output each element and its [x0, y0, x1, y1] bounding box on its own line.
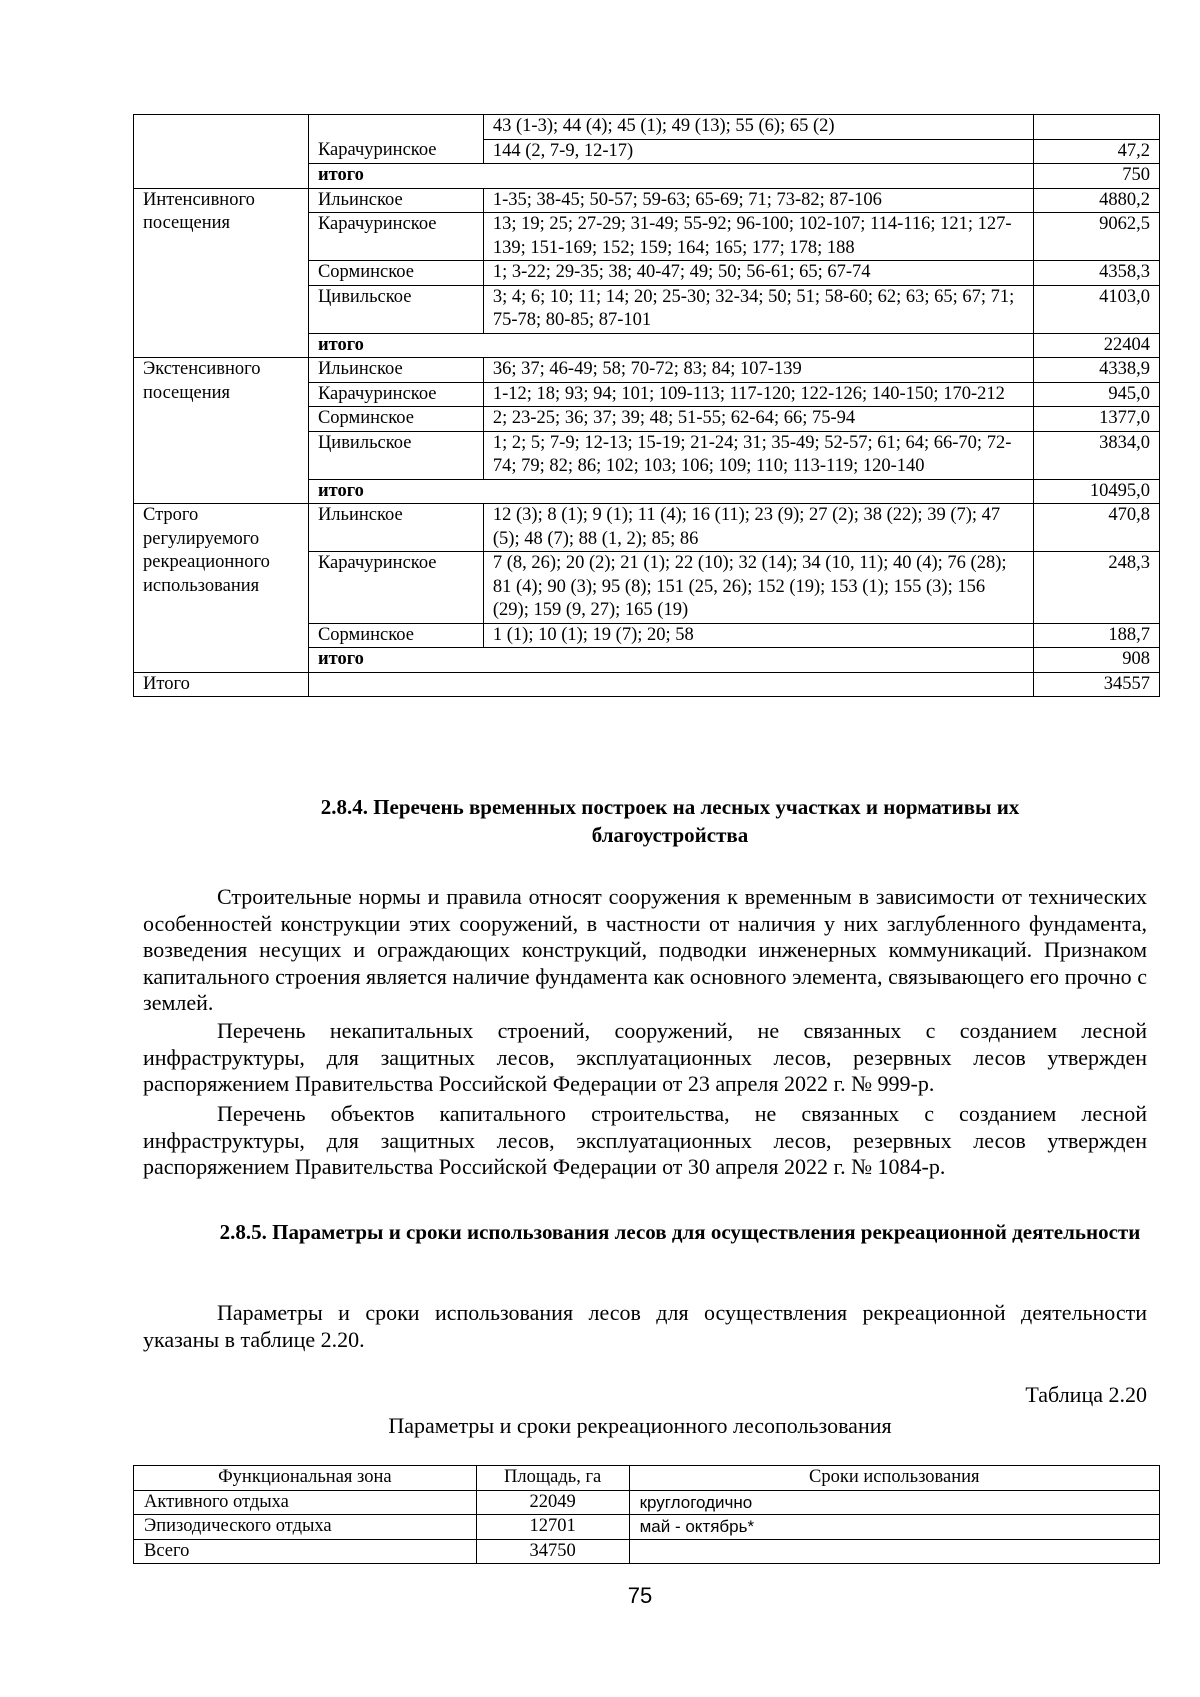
quarters-cell: 1-12; 18; 93; 94; 101; 109-113; 117-120; 122-126; 140-150; 170-212 [483, 382, 1033, 407]
area-cell: 248,3 [1034, 552, 1160, 624]
forestry-cell: Сорминское [308, 261, 483, 286]
subtotal-label: итого [308, 648, 1033, 673]
area-cell: 22049 [476, 1490, 629, 1515]
table-row [134, 115, 1160, 140]
quarters-cell: 12 (3); 8 (1); 9 (1); 11 (4); 16 (11); 23 (9); 27 (2); 38 (22); 39 (7); 47 (5); 48 (7); 88 (1, 2); 85; 86 [483, 504, 1033, 552]
zone-cell: Экстенсивного посещения [134, 358, 309, 504]
paragraph [143, 1101, 1147, 1181]
paragraph-text: Параметры и сроки использования лесов для осуществления рекреационной деятельности указаны в таблице 2.20. [143, 1300, 1147, 1352]
forestry-cell: Карачуринское [308, 139, 483, 164]
area-cell: 1377,0 [1034, 407, 1160, 432]
area-cell: 470,8 [1034, 504, 1160, 552]
forestry-cell: Ильинское [308, 504, 483, 552]
forestry-cell: Цивильское [308, 431, 483, 479]
zone-cell [134, 115, 309, 140]
table-caption: Параметры и сроки рекреационного лесопользования [388, 1413, 892, 1438]
zone-cell: Интенсивного посещения [134, 188, 309, 358]
section-heading-2-8-5: 2.8.5. Параметры и сроки использования лесов для осуществления рекреационной деятельности [219, 1220, 1141, 1244]
paragraph [143, 1018, 1147, 1098]
quarters-cell: 13; 19; 25; 27-29; 31-49; 55-92; 96-100; 102-107; 114-116; 121; 127-139; 151-169; 152; 159; 164; 165; 177; 178; 188 [483, 213, 1033, 261]
subtotal-label: итого [308, 333, 1033, 358]
forestry-cell [308, 115, 483, 140]
forestry-cell: Карачуринское [308, 382, 483, 407]
area-cell: 47,2 [1034, 139, 1160, 164]
area-cell: 4103,0 [1034, 285, 1160, 333]
forestry-cell: Сорминское [308, 407, 483, 432]
forest-zones-table [133, 114, 1160, 697]
period-cell: круглогодично [629, 1490, 1159, 1515]
table-row [134, 1515, 1160, 1540]
quarters-cell: 1; 2; 5; 7-9; 12-13; 15-19; 21-24; 31; 35-49; 52-57; 61; 64; 66-70; 72-74; 79; 82; 86; 102; 103; 106; 109; 110; 113-119; 120-140 [483, 431, 1033, 479]
subtotal-value: 10495,0 [1034, 479, 1160, 504]
subtotal-label: итого [308, 479, 1033, 504]
paragraph [143, 884, 1147, 1017]
table-number: Таблица 2.20 [1025, 1382, 1147, 1407]
area-cell: 9062,5 [1034, 213, 1160, 261]
subtotal-row [134, 164, 1160, 189]
table-row [134, 139, 1160, 164]
column-header: Площадь, га [476, 1466, 629, 1491]
quarters-cell: 144 (2, 7-9, 12-17) [483, 139, 1033, 164]
paragraph-text: Перечень объектов капитального строительства, не связанных с созданием лесной инфраструктуры, для защитных лесов, эксплуатационных лесов, резервных лесов утвержден распоряжением Правительства Российской Федерации от 30 апреля 2022 г. № 1084-р. [143, 1101, 1147, 1179]
quarters-cell: 1 (1); 10 (1); 19 (7); 20; 58 [483, 623, 1033, 648]
table-header-row [134, 1466, 1160, 1491]
quarters-cell: 1; 3-22; 29-35; 38; 40-47; 49; 50; 56-61; 65; 67-74 [483, 261, 1033, 286]
recreation-parameters-table [133, 1465, 1160, 1564]
area-cell: 4358,3 [1034, 261, 1160, 286]
quarters-cell: 3; 4; 6; 10; 11; 14; 20; 25-30; 32-34; 50; 51; 58-60; 62; 63; 65; 67; 71; 75-78; 80-85; 87-101 [483, 285, 1033, 333]
table-row [134, 358, 1160, 383]
forestry-cell: Карачуринское [308, 213, 483, 261]
paragraph [143, 1300, 1147, 1353]
area-cell: 3834,0 [1034, 431, 1160, 479]
subtotal-value: 22404 [1034, 333, 1160, 358]
area-cell: 4338,9 [1034, 358, 1160, 383]
quarters-cell: 2; 23-25; 36; 37; 39; 48; 51-55; 62-64; 66; 75-94 [483, 407, 1033, 432]
quarters-cell: 1-35; 38-45; 50-57; 59-63; 65-69; 71; 73-82; 87-106 [483, 188, 1033, 213]
quarters-cell: 7 (8, 26); 20 (2); 21 (1); 22 (10); 32 (14); 34 (10, 11); 40 (4); 76 (28); 81 (4); 90 (3); 95 (8); 151 (25, 26); 152 (19); 153 (1); 155 (3); 156 (29); 159 (9, 27); 165 (19) [483, 552, 1033, 624]
table-row [134, 504, 1160, 552]
area-cell: 945,0 [1034, 382, 1160, 407]
table-row [134, 1490, 1160, 1515]
section-heading-2-8-4: 2.8.4. Перечень временных построек на лесных участках и нормативы их благоустройства [320, 795, 1020, 847]
column-header: Сроки использования [629, 1466, 1159, 1491]
area-cell: 188,7 [1034, 623, 1160, 648]
forestry-cell: Ильинское [308, 358, 483, 383]
table-row [134, 188, 1160, 213]
forestry-cell: Карачуринское [308, 552, 483, 624]
page-number: 75 [627, 1583, 653, 1608]
total-empty-cell [308, 672, 1033, 697]
total-label: Итого [134, 672, 309, 697]
subtotal-value: 908 [1034, 648, 1160, 673]
paragraph-text: Строительные нормы и правила относят сооружения к временным в зависимости от технических особенностей конструкции этих сооружений, в частности от наличия у них заглубленного фундамента, возведения несущих и ограждающих конструкций, подводки инженерных коммуникаций. Признаком капитального строения является наличие фундамента как основного элемента, связывающего его прочно с землей. [143, 884, 1147, 1015]
table-row [134, 1539, 1160, 1564]
period-cell: май - октябрь* [629, 1515, 1159, 1540]
area-cell: 12701 [476, 1515, 629, 1540]
forestry-cell: Ильинское [308, 188, 483, 213]
zone-cell: Строго регулируемого рекреационного использования [134, 504, 309, 673]
column-header: Функциональная зона [134, 1466, 477, 1491]
zone-cell: Эпизодического отдыха [134, 1515, 477, 1540]
zone-cell [134, 139, 309, 164]
quarters-cell: 43 (1-3); 44 (4); 45 (1); 49 (13); 55 (6); 65 (2) [483, 115, 1033, 140]
total-row [134, 672, 1160, 697]
zone-cell [134, 164, 309, 189]
paragraph-text: Перечень некапитальных строений, сооружений, не связанных с созданием лесной инфраструктуры, для защитных лесов, эксплуатационных лесов, резервных лесов утвержден распоряжением Правительства Российской Федерации от 23 апреля 2022 г. № 999-р. [143, 1018, 1147, 1096]
total-value: 34557 [1034, 672, 1160, 697]
period-cell [629, 1539, 1159, 1564]
forestry-cell: Сорминское [308, 623, 483, 648]
area-cell [1034, 115, 1160, 140]
area-cell: 4880,2 [1034, 188, 1160, 213]
area-cell: 34750 [476, 1539, 629, 1564]
forestry-cell: Цивильское [308, 285, 483, 333]
quarters-cell: 36; 37; 46-49; 58; 70-72; 83; 84; 107-139 [483, 358, 1033, 383]
zone-cell: Активного отдыха [134, 1490, 477, 1515]
subtotal-value: 750 [1034, 164, 1160, 189]
subtotal-label: итого [308, 164, 1033, 189]
zone-cell: Всего [134, 1539, 477, 1564]
